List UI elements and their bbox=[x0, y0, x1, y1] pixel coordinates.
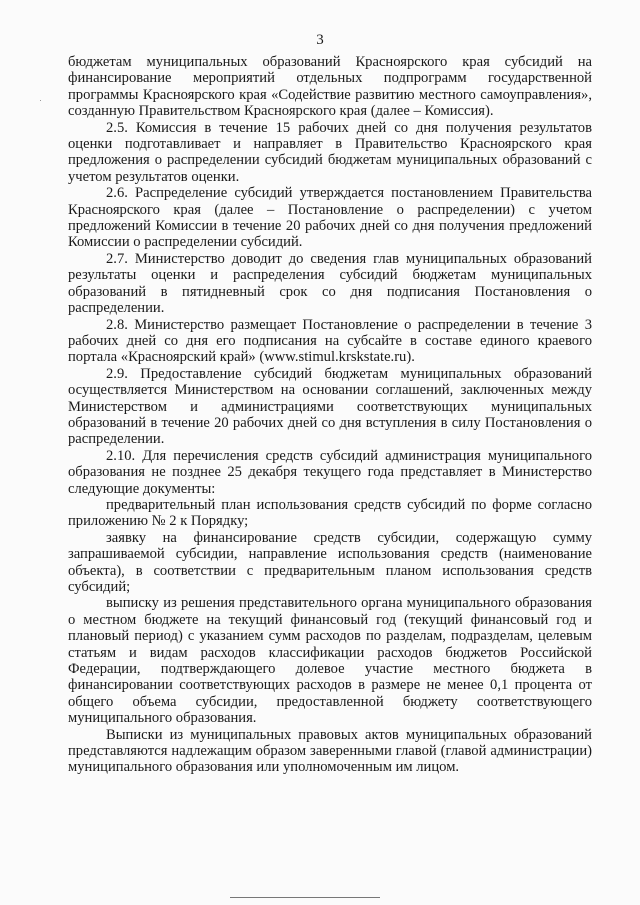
list-item-budget-extract: выписку из решения представительного органа муниципального образования о местном бюджете на текущий финансовый год (текущий финансовый год и плановый период) с указанием сумм расходов по разделам, подразделам, целевым статьям и видам расходов классификации расходов бюджетов Российской Федерации, подтверждающего долевое участие местного бюджета в финансировании соответствующих расходов в размере не менее 0,1 процента от общего объема субсидии, предоставленной бюджету соответствующего муниципального образования. bbox=[68, 595, 592, 727]
paragraph-2-9: 2.9. Предоставление субсидий бюджетам муниципальных образований осуществляется Министерством на основании соглашений, заключенных между Министерством и администрациями соответствующих муниципальных образований в течение 20 рабочих дней со дня вступления в силу Постановления о распределении. bbox=[68, 365, 592, 448]
scan-artifact bbox=[40, 100, 41, 101]
document-body bbox=[68, 54, 592, 776]
bottom-edge-line bbox=[230, 897, 380, 898]
paragraph-2-5: 2.5. Комиссия в течение 15 рабочих дней со дня получения результатов оценки подготавливает и направляет в Правительство Красноярского края предложения о распределении субсидий бюджетам муниципальных образований с учетом результатов оценки. bbox=[68, 119, 592, 185]
paragraph-extracts-certification: Выписки из муниципальных правовых актов муниципальных образований представляются надлежащим образом заверенными главой (главой администрации) муниципального образования или уполномоченным им лицом. bbox=[68, 726, 592, 776]
paragraph-2-8: 2.8. Министерство размещает Постановление о распределении в течение 3 рабочих дней со дня его подписания на субсайте в составе единого краевого портала «Красноярский край» (www.stimul.krskstate.ru). bbox=[68, 316, 592, 366]
list-item-plan: предварительный план использования средств субсидий по форме согласно приложению № 2 к Порядку; bbox=[68, 496, 592, 530]
paragraph-2-7: 2.7. Министерство доводит до сведения глав муниципальных образований результаты оценки и распределения субсидий бюджетам муниципальных образований в пятидневный срок со дня подписания Постановления о распределении. bbox=[68, 250, 592, 317]
paragraph-commission-intro: бюджетам муниципальных образований Красноярского края субсидий на финансирование мероприятий отдельных подпрограмм государственной программы Красноярского края «Содействие развитию местного самоуправления», созданную Правительством Красноярского края (далее – Комиссия). bbox=[68, 54, 592, 120]
paragraph-2-6: 2.6. Распределение субсидий утверждается постановлением Правительства Красноярского края (далее – Постановление о распределении) с учетом предложений Комиссии в течение 20 рабочих дней со дня получения предложений Комиссии о распределении субсидий. bbox=[68, 185, 592, 251]
list-item-request: заявку на финансирование средств субсидии, содержащую сумму запрашиваемой субсидии, направление использования средств (наименование объекта), в соответствии с предварительным планом использования средств субсидий; bbox=[68, 529, 592, 595]
page-number: 3 bbox=[316, 32, 324, 48]
paragraph-2-10: 2.10. Для перечисления средств субсидий администрация муниципального образования не позднее 25 декабря текущего года представляет в Министерство следующие документы: bbox=[68, 447, 592, 497]
